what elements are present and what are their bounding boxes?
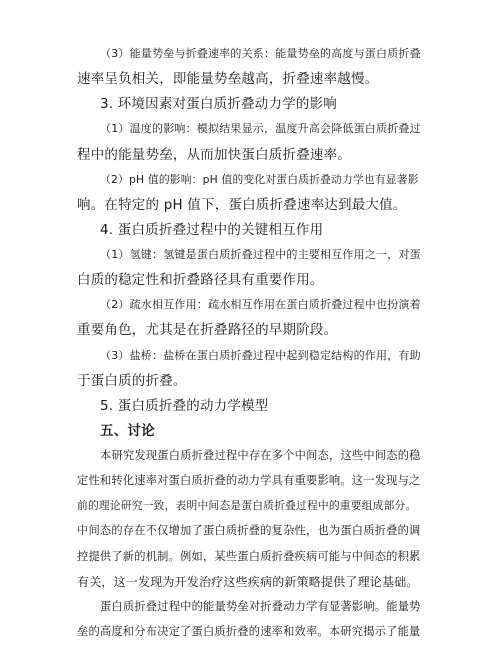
text-line: 重要角色，尤其是在折叠路径的早期阶段。 — [77, 322, 338, 339]
text-line: （3）盐桥：盐桥在蛋白质折叠过程中起到稳定结构的作用，有助 — [100, 348, 421, 362]
text-line: 定性和转化速率对蛋白质折叠的动力学具有重要影响。这一发现与之 — [77, 474, 421, 488]
text-line: 响。在特定的 pH 值下，蛋白质折叠速率达到最大值。 — [77, 196, 407, 213]
section-heading: 3. 环境因素对蛋白质折叠动力学的影响 — [100, 96, 337, 113]
text-line: （3）能量势垒与折叠速率的关系：能量势垒的高度与蛋白质折叠 — [100, 47, 421, 60]
text-line: 于蛋白质的折叠。 — [77, 372, 187, 389]
text-line: （2）疏水相互作用：疏水相互作用在蛋白质折叠过程中也扮演着 — [100, 298, 421, 312]
text-line: 控提供了新的机制。例如，某些蛋白质折叠疾病可能与中间态的积累 — [77, 549, 421, 563]
text-line: （2）pH 值的影响：pH 值的变化对蛋白质折叠动力学也有显著影 — [100, 172, 419, 186]
section-heading: 5. 蛋白质折叠的动力学模型 — [100, 397, 269, 414]
text-line: 垒的高度和分布决定了蛋白质折叠的速率和效率。本研究揭示了能量 — [77, 625, 421, 638]
text-line: 程中的能量势垒，从而加快蛋白质折叠速率。 — [77, 146, 351, 163]
text-line: （1）温度的影响：模拟结果显示，温度升高会降低蛋白质折叠过 — [100, 122, 421, 136]
text-line: 本研究发现蛋白质折叠过程中存在多个中间态，这些中间态的稳 — [100, 449, 421, 463]
text-line: 蛋白质折叠过程中的能量势垒对折叠动力学有显著影响。能量势 — [100, 599, 421, 613]
text-line: （1）氢键：氢键是蛋白质折叠过程中的主要相互作用之一，对蛋 — [100, 248, 421, 262]
text-line: 有关，这一发现为开发治疗这些疾病的新策略提供了理论基础。 — [77, 574, 419, 589]
discussion-heading: 五、讨论 — [100, 422, 155, 439]
text-line: 白质的稳定性和折叠路径具有重要作用。 — [77, 272, 324, 289]
text-line: 前的理论研究一致，表明中间态是蛋白质折叠过程中的重要组成部分。 — [77, 499, 417, 513]
section-heading: 4. 蛋白质折叠过程中的关键相互作用 — [100, 221, 324, 238]
text-line: 中间态的存在不仅增加了蛋白质折叠的复杂性，也为蛋白质折叠的调 — [77, 524, 421, 538]
text-line: 速率呈负相关，即能量势垒越高，折叠速率越慢。 — [77, 71, 379, 88]
